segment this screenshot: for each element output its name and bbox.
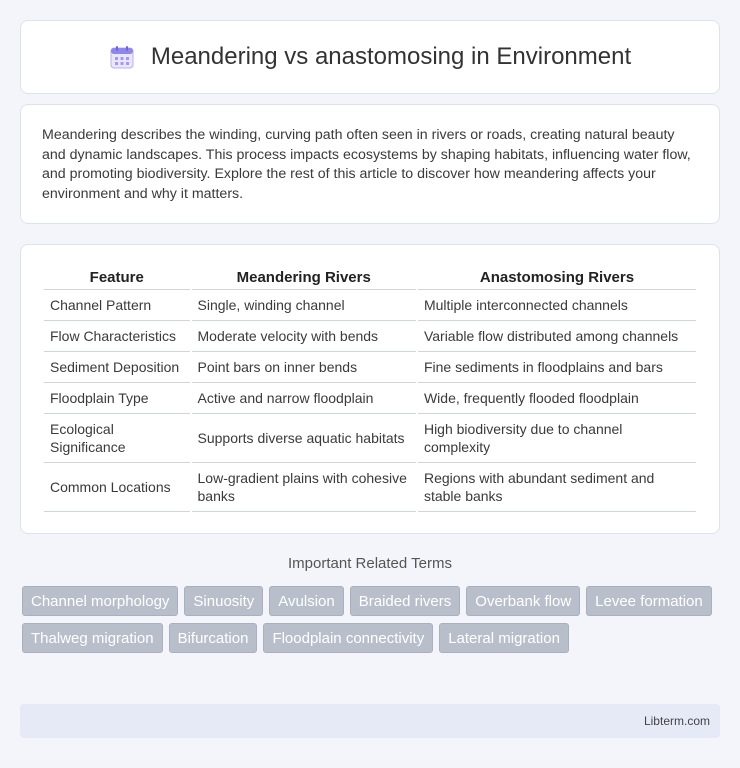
table-row: [44, 352, 696, 383]
footer-site-link[interactable]: Libterm.com: [643, 714, 710, 728]
table-row: [44, 321, 696, 352]
page-title: Meandering vs anastomosing in Environment: [150, 43, 632, 70]
table-cell: Moderate velocity with bends: [192, 321, 416, 352]
table-cell: Wide, frequently flooded floodplain: [418, 383, 696, 414]
table-row: [44, 383, 696, 414]
table-header-row: [44, 265, 696, 290]
table-cell: Supports diverse aquatic habitats: [192, 414, 416, 463]
related-term-tag[interactable]: Levee formation: [586, 586, 712, 616]
comparison-card: [20, 244, 720, 534]
table-cell: High biodiversity due to channel complexity: [418, 414, 696, 463]
table-cell: Single, winding channel: [192, 290, 416, 321]
table-cell: Channel Pattern: [44, 290, 190, 321]
related-term-tag[interactable]: Braided rivers: [350, 586, 461, 616]
table-cell: Variable flow distributed among channels: [418, 321, 696, 352]
column-header: Meandering Rivers: [192, 265, 416, 290]
related-term-tag[interactable]: Bifurcation: [169, 623, 258, 653]
table-row: [44, 414, 696, 463]
related-term-tag[interactable]: Sinuosity: [184, 586, 263, 616]
related-term-tag[interactable]: Thalweg migration: [22, 623, 163, 653]
table-cell: Regions with abundant sediment and stable banks: [418, 463, 696, 512]
intro-card: [20, 104, 720, 224]
related-terms-title: Important Related Terms: [288, 555, 452, 572]
header-card: [20, 20, 720, 94]
footer: [20, 704, 720, 738]
related-term-tag[interactable]: Floodplain connectivity: [263, 623, 433, 653]
table-cell: Multiple interconnected channels: [418, 290, 696, 321]
related-term-tag[interactable]: Avulsion: [269, 586, 343, 616]
table-row: [44, 463, 696, 512]
table-cell: Ecological Significance: [44, 414, 190, 463]
related-terms-list: [22, 586, 722, 653]
table-cell: Common Locations: [44, 463, 190, 512]
related-term-tag[interactable]: Channel morphology: [22, 586, 178, 616]
table-cell: Sediment Deposition: [44, 352, 190, 383]
table-cell: Active and narrow floodplain: [192, 383, 416, 414]
table-row: [44, 290, 696, 321]
related-term-tag[interactable]: Lateral migration: [439, 623, 569, 653]
related-term-tag[interactable]: Overbank flow: [466, 586, 580, 616]
comparison-table: [42, 265, 698, 512]
column-header: Feature: [44, 265, 190, 290]
table-cell: Point bars on inner bends: [192, 352, 416, 383]
table-cell: Fine sediments in floodplains and bars: [418, 352, 696, 383]
table-cell: Flow Characteristics: [44, 321, 190, 352]
table-cell: Floodplain Type: [44, 383, 190, 414]
intro-text: Meandering describes the winding, curving path often seen in rivers or roads, creating natural beauty and dynamic landscapes. This process impacts ecosystems by shaping habitats, influencing water flow, and promoting biodiversity. Explore the rest of this article to discover how meandering affects your environment and why it matters.: [42, 127, 691, 202]
calendar-icon: [109, 44, 135, 70]
column-header: Anastomosing Rivers: [418, 265, 696, 290]
table-cell: Low-gradient plains with cohesive banks: [192, 463, 416, 512]
